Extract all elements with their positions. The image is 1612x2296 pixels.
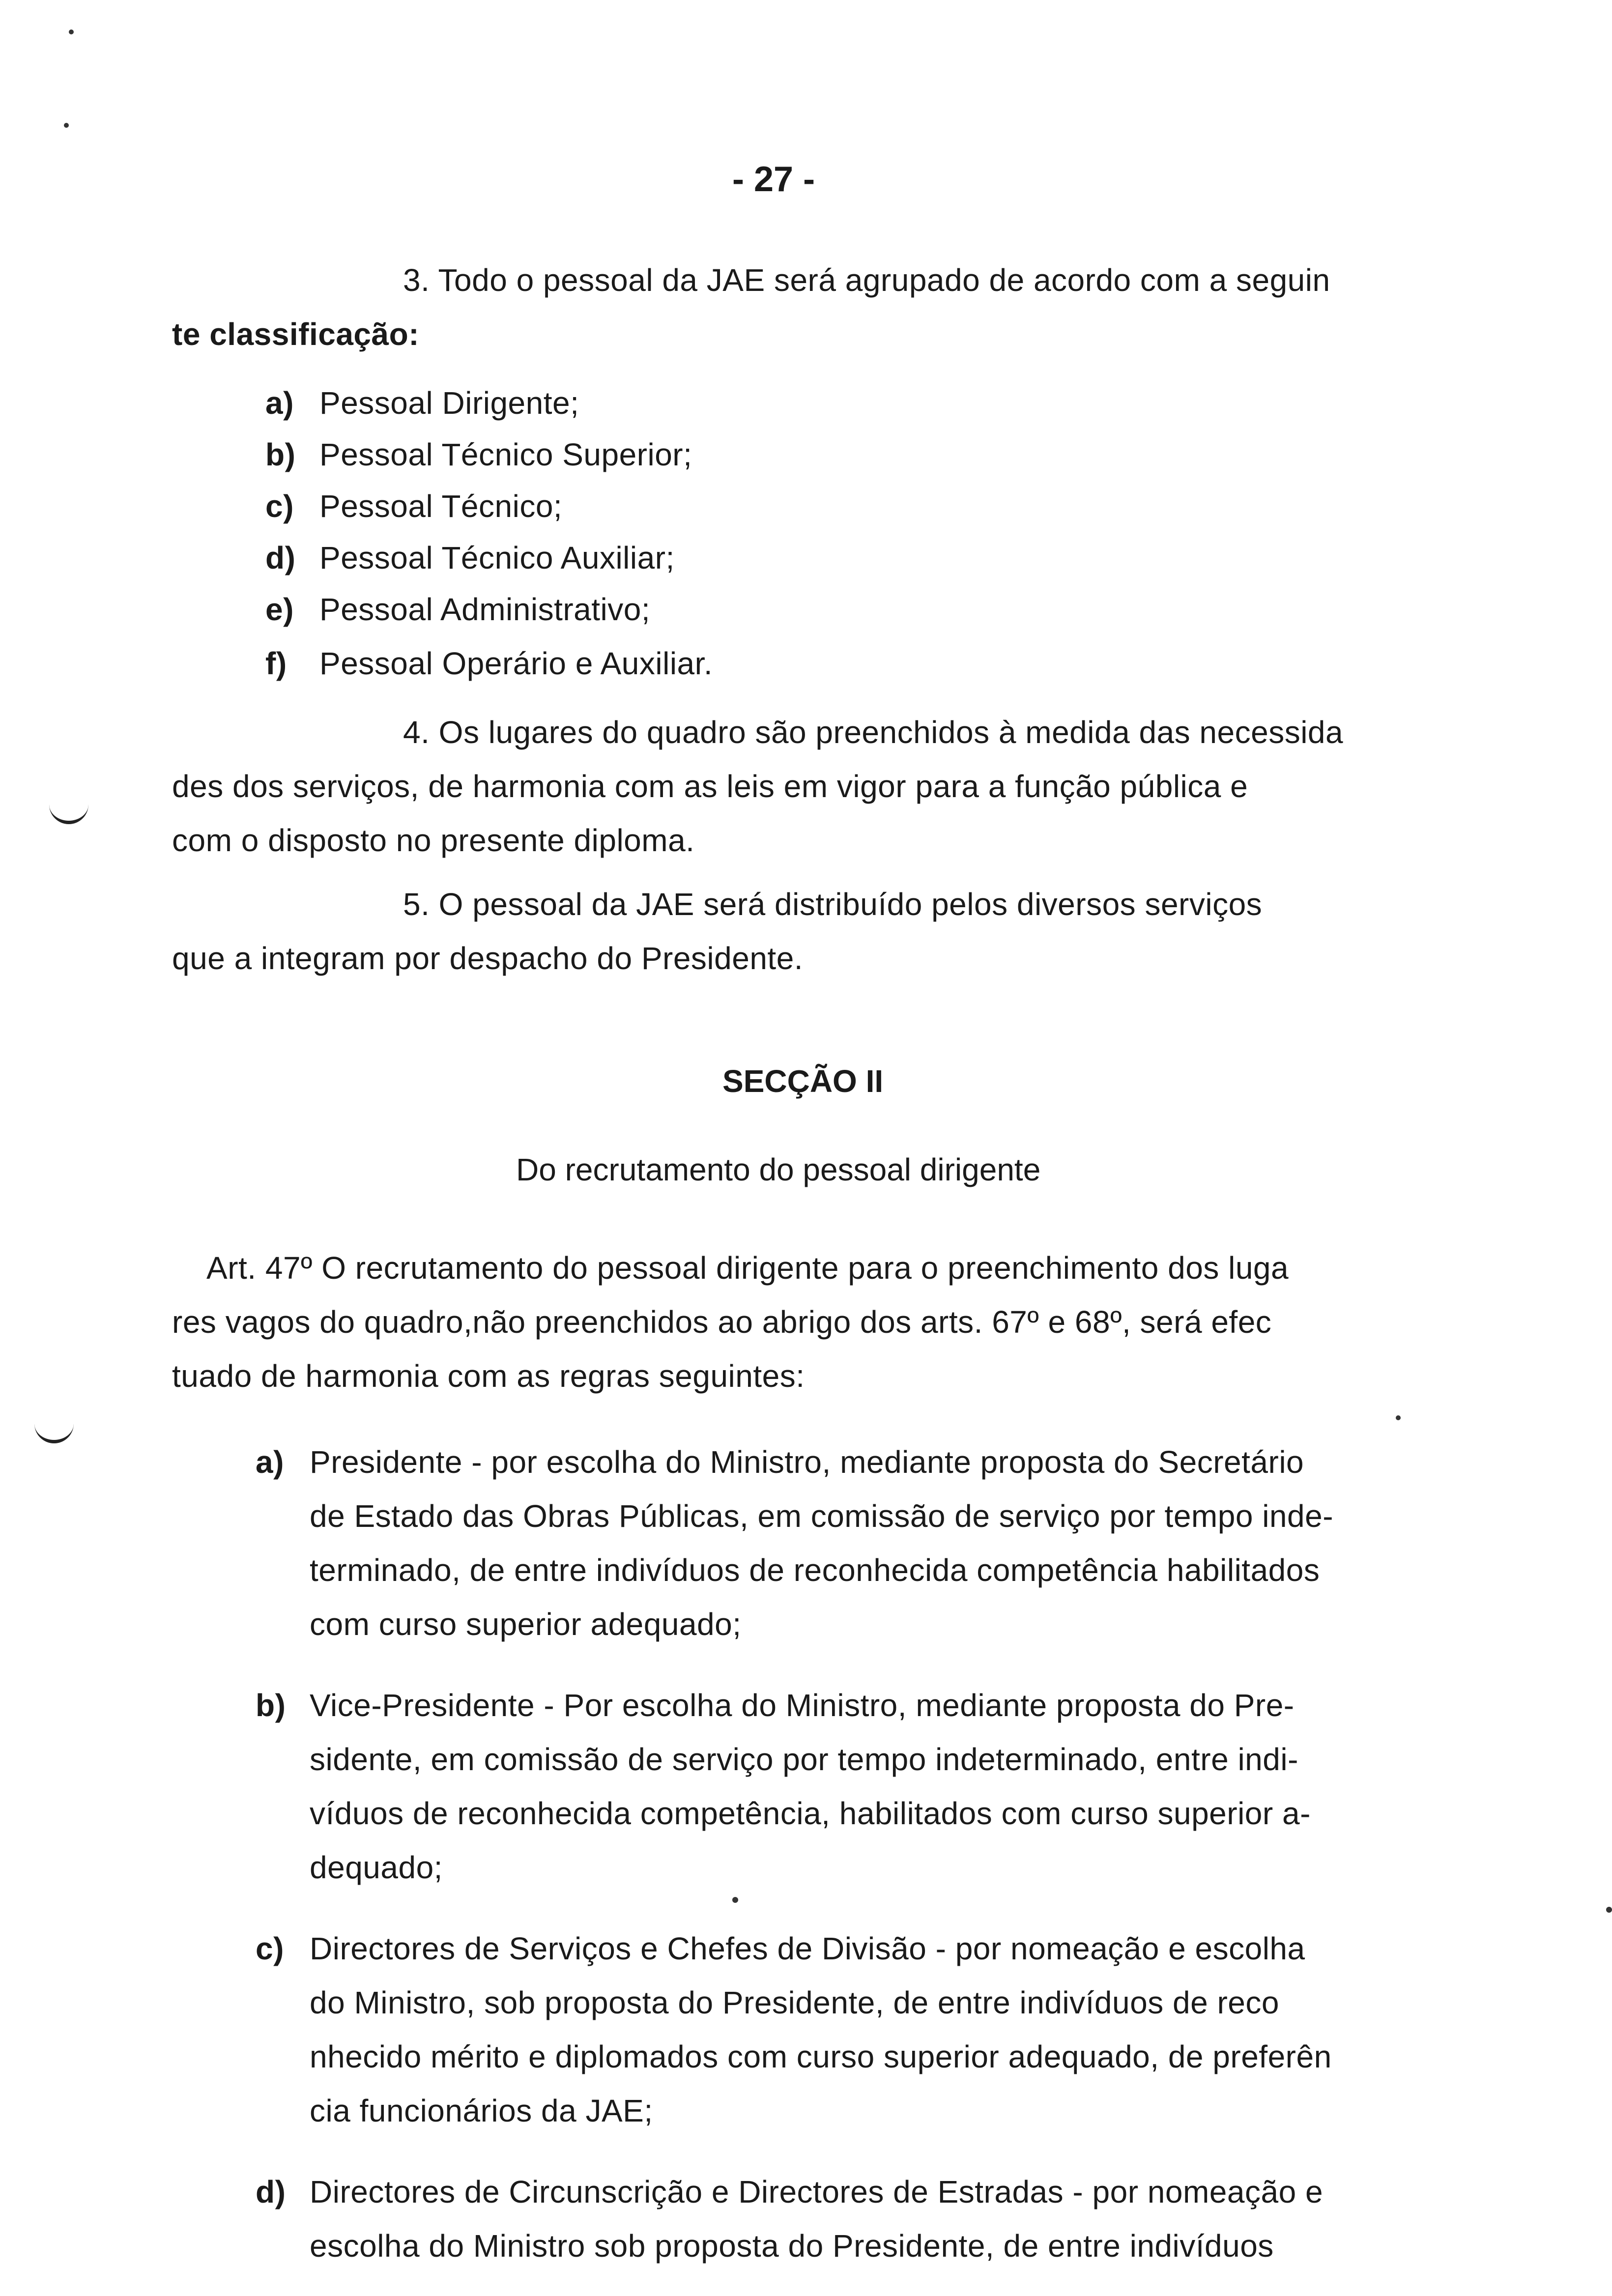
list-item-label: c)	[265, 488, 294, 524]
rule-item-line: com curso superior adequado;	[310, 1607, 742, 1642]
rule-item-line: Vice-Presidente - Por escolha do Ministro, mediante proposta do Pre-	[310, 1688, 1295, 1723]
rule-item-line: escolha do Ministro sob proposta do Presidente, de entre indivíduos	[310, 2228, 1274, 2264]
scan-speck	[1396, 1415, 1401, 1420]
list-item-text: Pessoal Técnico;	[319, 488, 563, 524]
list-item-text: Pessoal Operário e Auxiliar.	[319, 646, 713, 681]
article-line3: tuado de harmonia com as regras seguintes:	[172, 1358, 805, 1394]
section-subtitle: Do recrutamento do pessoal dirigente	[516, 1152, 1041, 1187]
rule-item-line: dequado;	[310, 1850, 443, 1885]
list-item-text: Pessoal Técnico Auxiliar;	[319, 540, 675, 575]
rule-item-label: a)	[256, 1444, 284, 1480]
page-number: - 27 -	[732, 160, 815, 199]
para4-line3: com o disposto no presente diploma.	[172, 823, 695, 858]
list-item	[265, 590, 650, 629]
list-item	[265, 383, 579, 423]
rule-item-line: Directores de Circunscrição e Directores de Estradas - por nomeação e	[310, 2174, 1324, 2210]
rule-item-line: Presidente - por escolha do Ministro, mediante proposta do Secretário	[310, 1444, 1304, 1480]
list-item-label: f)	[265, 646, 287, 681]
list-item-label: b)	[265, 437, 296, 472]
rule-item-line: víduos de reconhecida competência, habilitados com curso superior a-	[310, 1796, 1311, 1831]
rule-item-label: c)	[256, 1931, 284, 1966]
rule-item-line: do Ministro, sob proposta do Presidente, de entre indivíduos de reco	[310, 1985, 1279, 2020]
list-item	[265, 487, 562, 526]
scan-speck	[69, 29, 74, 34]
list-item-label: e)	[265, 592, 294, 627]
list-item-text: Pessoal Técnico Superior;	[319, 437, 692, 472]
article-line1: Art. 47º O recrutamento do pessoal dirigente para o preenchimento dos luga	[206, 1250, 1289, 1286]
list-item-text: Pessoal Administrativo;	[319, 592, 651, 627]
para5-line1: 5. O pessoal da JAE será distribuído pelos diversos serviços	[403, 887, 1263, 922]
section-title: SECÇÃO II	[722, 1063, 884, 1099]
para4-line1: 4. Os lugares do quadro são preenchidos à medida das necessida	[403, 715, 1344, 750]
rule-item-line: sidente, em comissão de serviço por tempo indeterminado, entre indi-	[310, 1742, 1298, 1777]
scan-speck	[732, 1897, 738, 1903]
list-item-label: d)	[265, 540, 296, 575]
para5-line2: que a integram por despacho do Presidente.	[172, 941, 804, 976]
list-item	[265, 538, 675, 577]
margin-mark	[49, 801, 88, 824]
para3-line2: te classificação:	[172, 316, 419, 352]
rule-item-line: Directores de Serviços e Chefes de Divisão - por nomeação e escolha	[310, 1931, 1305, 1966]
rule-item-label: b)	[256, 1688, 286, 1723]
list-item-label: a)	[265, 385, 294, 421]
para3-line1: 3. Todo o pessoal da JAE será agrupado de acordo com a seguin	[403, 262, 1330, 298]
list-item-text: Pessoal Dirigente;	[319, 385, 579, 421]
scan-speck	[64, 123, 69, 128]
para4-line2: des dos serviços, de harmonia com as leis em vigor para a função pública e	[172, 769, 1248, 804]
rule-item-label: d)	[256, 2174, 286, 2210]
article-line2: res vagos do quadro,não preenchidos ao abrigo dos arts. 67º e 68º, será efec	[172, 1304, 1272, 1340]
margin-mark	[34, 1420, 74, 1443]
rule-item-line: cia funcionários da JAE;	[310, 2093, 653, 2128]
rule-item-line: nhecido mérito e diplomados com curso superior adequado, de preferên	[310, 2039, 1332, 2074]
rule-item-line: de Estado das Obras Públicas, em comissão de serviço por tempo inde-	[310, 1498, 1333, 1534]
list-item	[265, 644, 713, 683]
list-item	[265, 435, 692, 474]
rule-item-line: terminado, de entre indivíduos de reconhecida competência habilitados	[310, 1552, 1320, 1588]
scan-speck	[1606, 1907, 1612, 1913]
